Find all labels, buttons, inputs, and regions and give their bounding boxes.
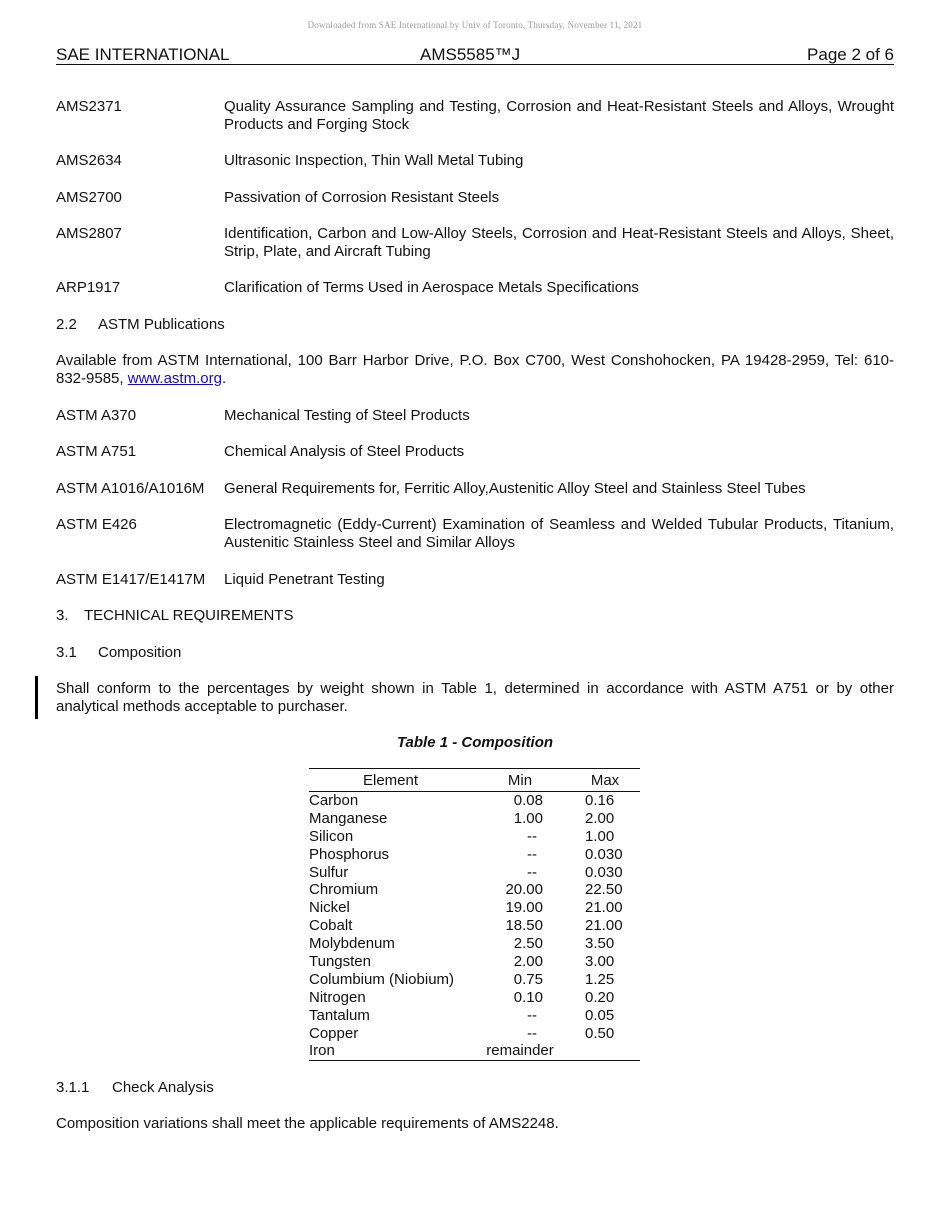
table-row bbox=[309, 1025, 640, 1043]
element-name-cell: Sulfur bbox=[309, 863, 349, 881]
table-row bbox=[309, 810, 640, 828]
element-name-cell: Manganese bbox=[309, 809, 388, 827]
reference-code: AMS2807 bbox=[56, 225, 122, 242]
element-name-cell: Carbon bbox=[309, 792, 359, 809]
reference-code: AMS2700 bbox=[56, 189, 122, 206]
reference-code: AMS2371 bbox=[56, 98, 122, 115]
reference-code: ASTM A370 bbox=[56, 407, 137, 424]
max-value-cell: 0.50 bbox=[585, 1024, 615, 1042]
section-title: TECHNICAL REQUIREMENTS bbox=[84, 607, 294, 624]
element-name-cell: Copper bbox=[309, 1024, 359, 1042]
element-name-cell: Tungsten bbox=[309, 953, 371, 971]
table-row bbox=[309, 989, 640, 1007]
min-value-cell: 2.00 bbox=[513, 953, 543, 971]
element-name-cell: Iron bbox=[309, 1042, 335, 1060]
table-caption: Table 1 - Composition bbox=[396, 734, 554, 751]
max-value-cell: 0.030 bbox=[585, 863, 623, 881]
revision-change-bar bbox=[35, 676, 38, 719]
availability-suffix: . bbox=[221, 370, 227, 387]
composition-table bbox=[309, 768, 640, 1061]
element-name-cell: Phosphorus bbox=[309, 845, 390, 863]
reference-description: General Requirements for, Ferritic Alloy,Austenitic Alloy Steel and Stainless Steel Tubes bbox=[224, 480, 806, 497]
element-name-cell: Chromium bbox=[309, 881, 379, 899]
reference-description: Passivation of Corrosion Resistant Steels bbox=[224, 189, 500, 206]
min-value-cell: -- bbox=[527, 863, 537, 881]
table-row bbox=[309, 1007, 640, 1025]
min-value-cell: -- bbox=[527, 1006, 537, 1024]
reference-code: ASTM A751 bbox=[56, 443, 137, 460]
table-row bbox=[309, 1042, 640, 1060]
max-value-cell: 1.00 bbox=[585, 827, 615, 845]
table-row bbox=[309, 899, 640, 917]
min-value-cell: 1.00 bbox=[513, 809, 543, 827]
min-value-cell: remainder bbox=[486, 1042, 554, 1060]
table-header-row bbox=[309, 772, 640, 792]
reference-description: Chemical Analysis of Steel Products bbox=[224, 443, 465, 460]
reference-description: Identification, Carbon and Low-Alloy Steels, Corrosion and Heat-Resistant Steels and Alloys, Sheet, Strip, Plate, and Aircraft Tubing bbox=[224, 225, 894, 260]
reference-description: Quality Assurance Sampling and Testing, Corrosion and Heat-Resistant Steels and Alloys, Wrought Products and Forging Stock bbox=[224, 98, 894, 133]
section-number: 3.1 bbox=[56, 644, 77, 661]
reference-code: ASTM E426 bbox=[56, 516, 137, 533]
min-value-cell: 19.00 bbox=[505, 899, 543, 917]
section-heading-3-1 bbox=[56, 644, 181, 662]
max-value-cell: 0.20 bbox=[585, 988, 615, 1006]
table-row bbox=[309, 864, 640, 882]
element-name-cell: Silicon bbox=[309, 827, 354, 845]
reference-code: ARP1917 bbox=[56, 279, 121, 296]
element-name-cell: Tantalum bbox=[309, 1006, 370, 1024]
reference-code: ASTM A1016/A1016M bbox=[56, 480, 205, 497]
section-title: Composition bbox=[98, 644, 182, 661]
astm-website-link[interactable]: www.astm.org bbox=[127, 370, 222, 387]
section-heading-2-2 bbox=[56, 316, 225, 334]
composition-paragraph: Shall conform to the percentages by weight shown in Table 1, determined in accordance with ASTM A751 or by other analytical methods acceptable to purchaser. bbox=[56, 680, 894, 715]
min-value-cell: 20.00 bbox=[505, 881, 543, 899]
reference-description: Ultrasonic Inspection, Thin Wall Metal Tubing bbox=[224, 152, 524, 169]
table-row bbox=[309, 792, 640, 810]
min-value-cell: 18.50 bbox=[505, 917, 543, 935]
min-value-cell: -- bbox=[527, 827, 537, 845]
max-value-cell: 3.00 bbox=[585, 953, 615, 971]
availability-text: Available from ASTM International, 100 Barr Harbor Drive, P.O. Box C700, West Conshohocken, PA 19428-2959, Tel: 610-832-9585, bbox=[56, 352, 894, 387]
reference-description: Liquid Penetrant Testing bbox=[224, 571, 385, 588]
header-min: Min bbox=[507, 772, 533, 789]
table-body bbox=[309, 792, 640, 1060]
min-value-cell: -- bbox=[527, 1024, 537, 1042]
astm-availability-paragraph bbox=[56, 352, 894, 388]
table-row bbox=[309, 935, 640, 953]
max-value-cell: 22.50 bbox=[585, 881, 623, 899]
table-row bbox=[309, 953, 640, 971]
max-value-cell: 0.030 bbox=[585, 845, 623, 863]
table-row bbox=[309, 917, 640, 935]
reference-description: Mechanical Testing of Steel Products bbox=[224, 407, 470, 424]
section-number: 3. bbox=[56, 607, 69, 624]
element-name-cell: Molybdenum bbox=[309, 935, 395, 953]
section-number: 3.1.1 bbox=[56, 1079, 90, 1096]
page-header bbox=[56, 45, 894, 65]
section-heading-3-1-1 bbox=[56, 1079, 214, 1097]
reference-code: ASTM E1417/E1417M bbox=[56, 571, 206, 588]
reference-row bbox=[56, 98, 894, 134]
check-analysis-paragraph: Composition variations shall meet the applicable requirements of AMS2248. bbox=[56, 1115, 559, 1132]
table-row bbox=[309, 846, 640, 864]
max-value-cell: 0.16 bbox=[585, 792, 615, 809]
reference-code: AMS2634 bbox=[56, 152, 122, 169]
max-value-cell: 2.00 bbox=[585, 809, 615, 827]
max-value-cell: 21.00 bbox=[585, 899, 623, 917]
header-organization: SAE INTERNATIONAL bbox=[56, 45, 230, 64]
min-value-cell: 0.08 bbox=[513, 792, 543, 809]
section-title: Check Analysis bbox=[112, 1079, 214, 1096]
table-row bbox=[309, 828, 640, 846]
min-value-cell: -- bbox=[527, 845, 537, 863]
min-value-cell: 2.50 bbox=[513, 935, 543, 953]
max-value-cell: 3.50 bbox=[585, 935, 615, 953]
header-document-id: AMS5585™J bbox=[420, 45, 521, 64]
min-value-cell: 0.75 bbox=[513, 970, 543, 988]
section-number: 2.2 bbox=[56, 316, 77, 333]
min-value-cell: 0.10 bbox=[513, 988, 543, 1006]
element-name-cell: Nitrogen bbox=[309, 988, 366, 1006]
max-value-cell: 1.25 bbox=[585, 970, 615, 988]
header-element: Element bbox=[362, 772, 419, 789]
max-value-cell: 0.05 bbox=[585, 1006, 615, 1024]
reference-description: Clarification of Terms Used in Aerospace Metals Specifications bbox=[224, 279, 639, 296]
element-name-cell: Nickel bbox=[309, 899, 350, 917]
header-page-number: Page 2 of 6 bbox=[807, 45, 894, 64]
element-name-cell: Cobalt bbox=[309, 917, 353, 935]
element-name-cell: Columbium (Niobium) bbox=[309, 970, 455, 988]
section-heading-3 bbox=[56, 607, 293, 625]
download-watermark: Downloaded from SAE International by Univ of Toronto, Thursday, November 11, 2021 bbox=[307, 20, 643, 30]
reference-description: Electromagnetic (Eddy-Current) Examination of Seamless and Welded Tubular Products, Titanium, Austenitic Stainless Steel and Similar Alloys bbox=[224, 516, 894, 551]
header-max: Max bbox=[590, 772, 620, 789]
section-title: ASTM Publications bbox=[98, 316, 225, 333]
max-value-cell: 21.00 bbox=[585, 917, 623, 935]
table-row bbox=[309, 971, 640, 989]
table-row bbox=[309, 881, 640, 899]
